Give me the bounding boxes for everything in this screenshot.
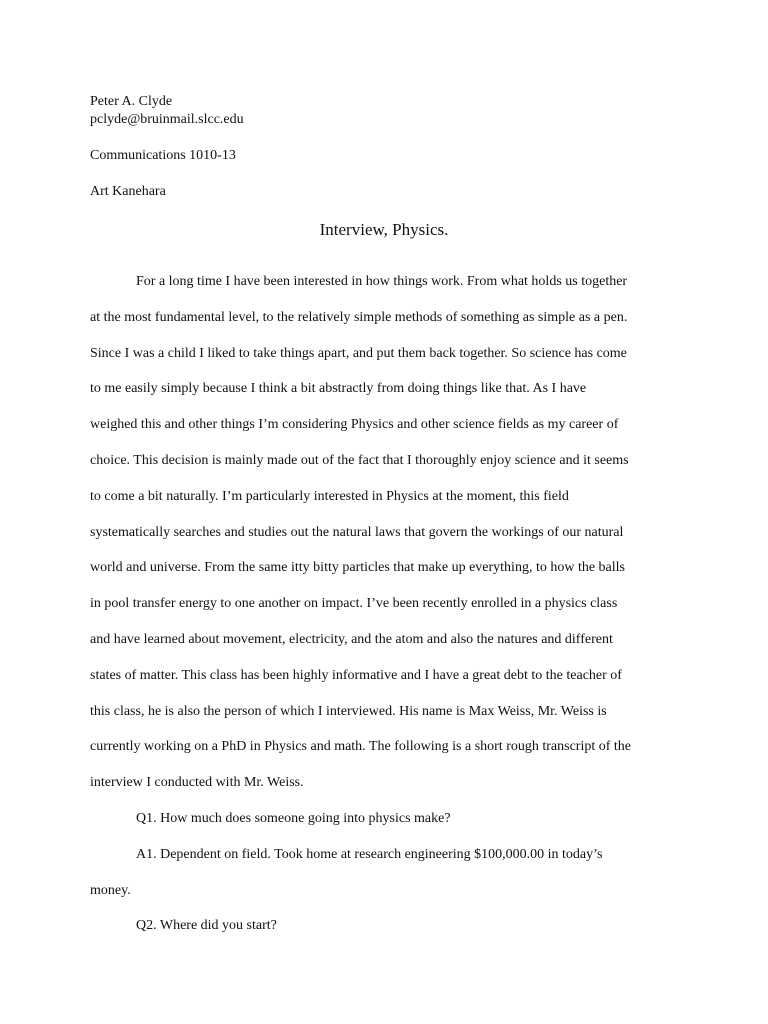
question-2: Q2. Where did you start? — [136, 918, 277, 934]
course-name: Communications 1010-13 — [90, 148, 236, 163]
body-line: weighed this and other things I’m considering Physics and other science fields as my career of — [90, 417, 619, 433]
body-line: in pool transfer energy to one another on impact. I’ve been recently enrolled in a physics class — [90, 596, 618, 612]
answer-1: A1. Dependent on field. Took home at research engineering $100,000.00 in today’s — [136, 846, 603, 862]
document-title: Interview, Physics. — [319, 220, 449, 239]
body-line: and have learned about movement, electricity, and the atom and also the natures and different — [90, 631, 613, 647]
body-line: this class, he is also the person of which I interviewed. His name is Max Weiss, Mr. Weiss is — [90, 703, 607, 719]
question-1: Q1. How much does someone going into physics make? — [136, 810, 451, 826]
instructor-name: Art Kanehara — [90, 184, 166, 199]
author-email: pclyde@bruinmail.slcc.edu — [90, 112, 244, 127]
body-line: systematically searches and studies out the natural laws that govern the workings of our natural — [90, 524, 624, 540]
body-line: interview I conducted with Mr. Weiss. — [90, 775, 304, 791]
body-line: at the most fundamental level, to the relatively simple methods of something as simple as a pen. — [90, 309, 628, 325]
body-line: to me easily simply because I think a bit abstractly from doing things like that. As I have — [90, 381, 587, 397]
answer-1-continued: money. — [90, 882, 131, 898]
body-line: choice. This decision is mainly made out of the fact that I thoroughly enjoy science and it seems — [90, 452, 629, 468]
body-line: world and universe. From the same itty bitty particles that make up everything, to how the balls — [90, 560, 625, 576]
body-line: currently working on a PhD in Physics and math. The following is a short rough transcript of the — [90, 739, 631, 755]
body-line: states of matter. This class has been highly informative and I have a great debt to the teacher of — [90, 667, 622, 683]
body-line: Since I was a child I liked to take things apart, and put them back together. So science has come — [90, 345, 627, 361]
body-line: For a long time I have been interested in how things work. From what holds us together — [136, 274, 628, 289]
author-name: Peter A. Clyde — [90, 94, 173, 109]
document-body — [90, 264, 672, 944]
body-line: to come a bit naturally. I’m particularly interested in Physics at the moment, this field — [90, 488, 569, 504]
